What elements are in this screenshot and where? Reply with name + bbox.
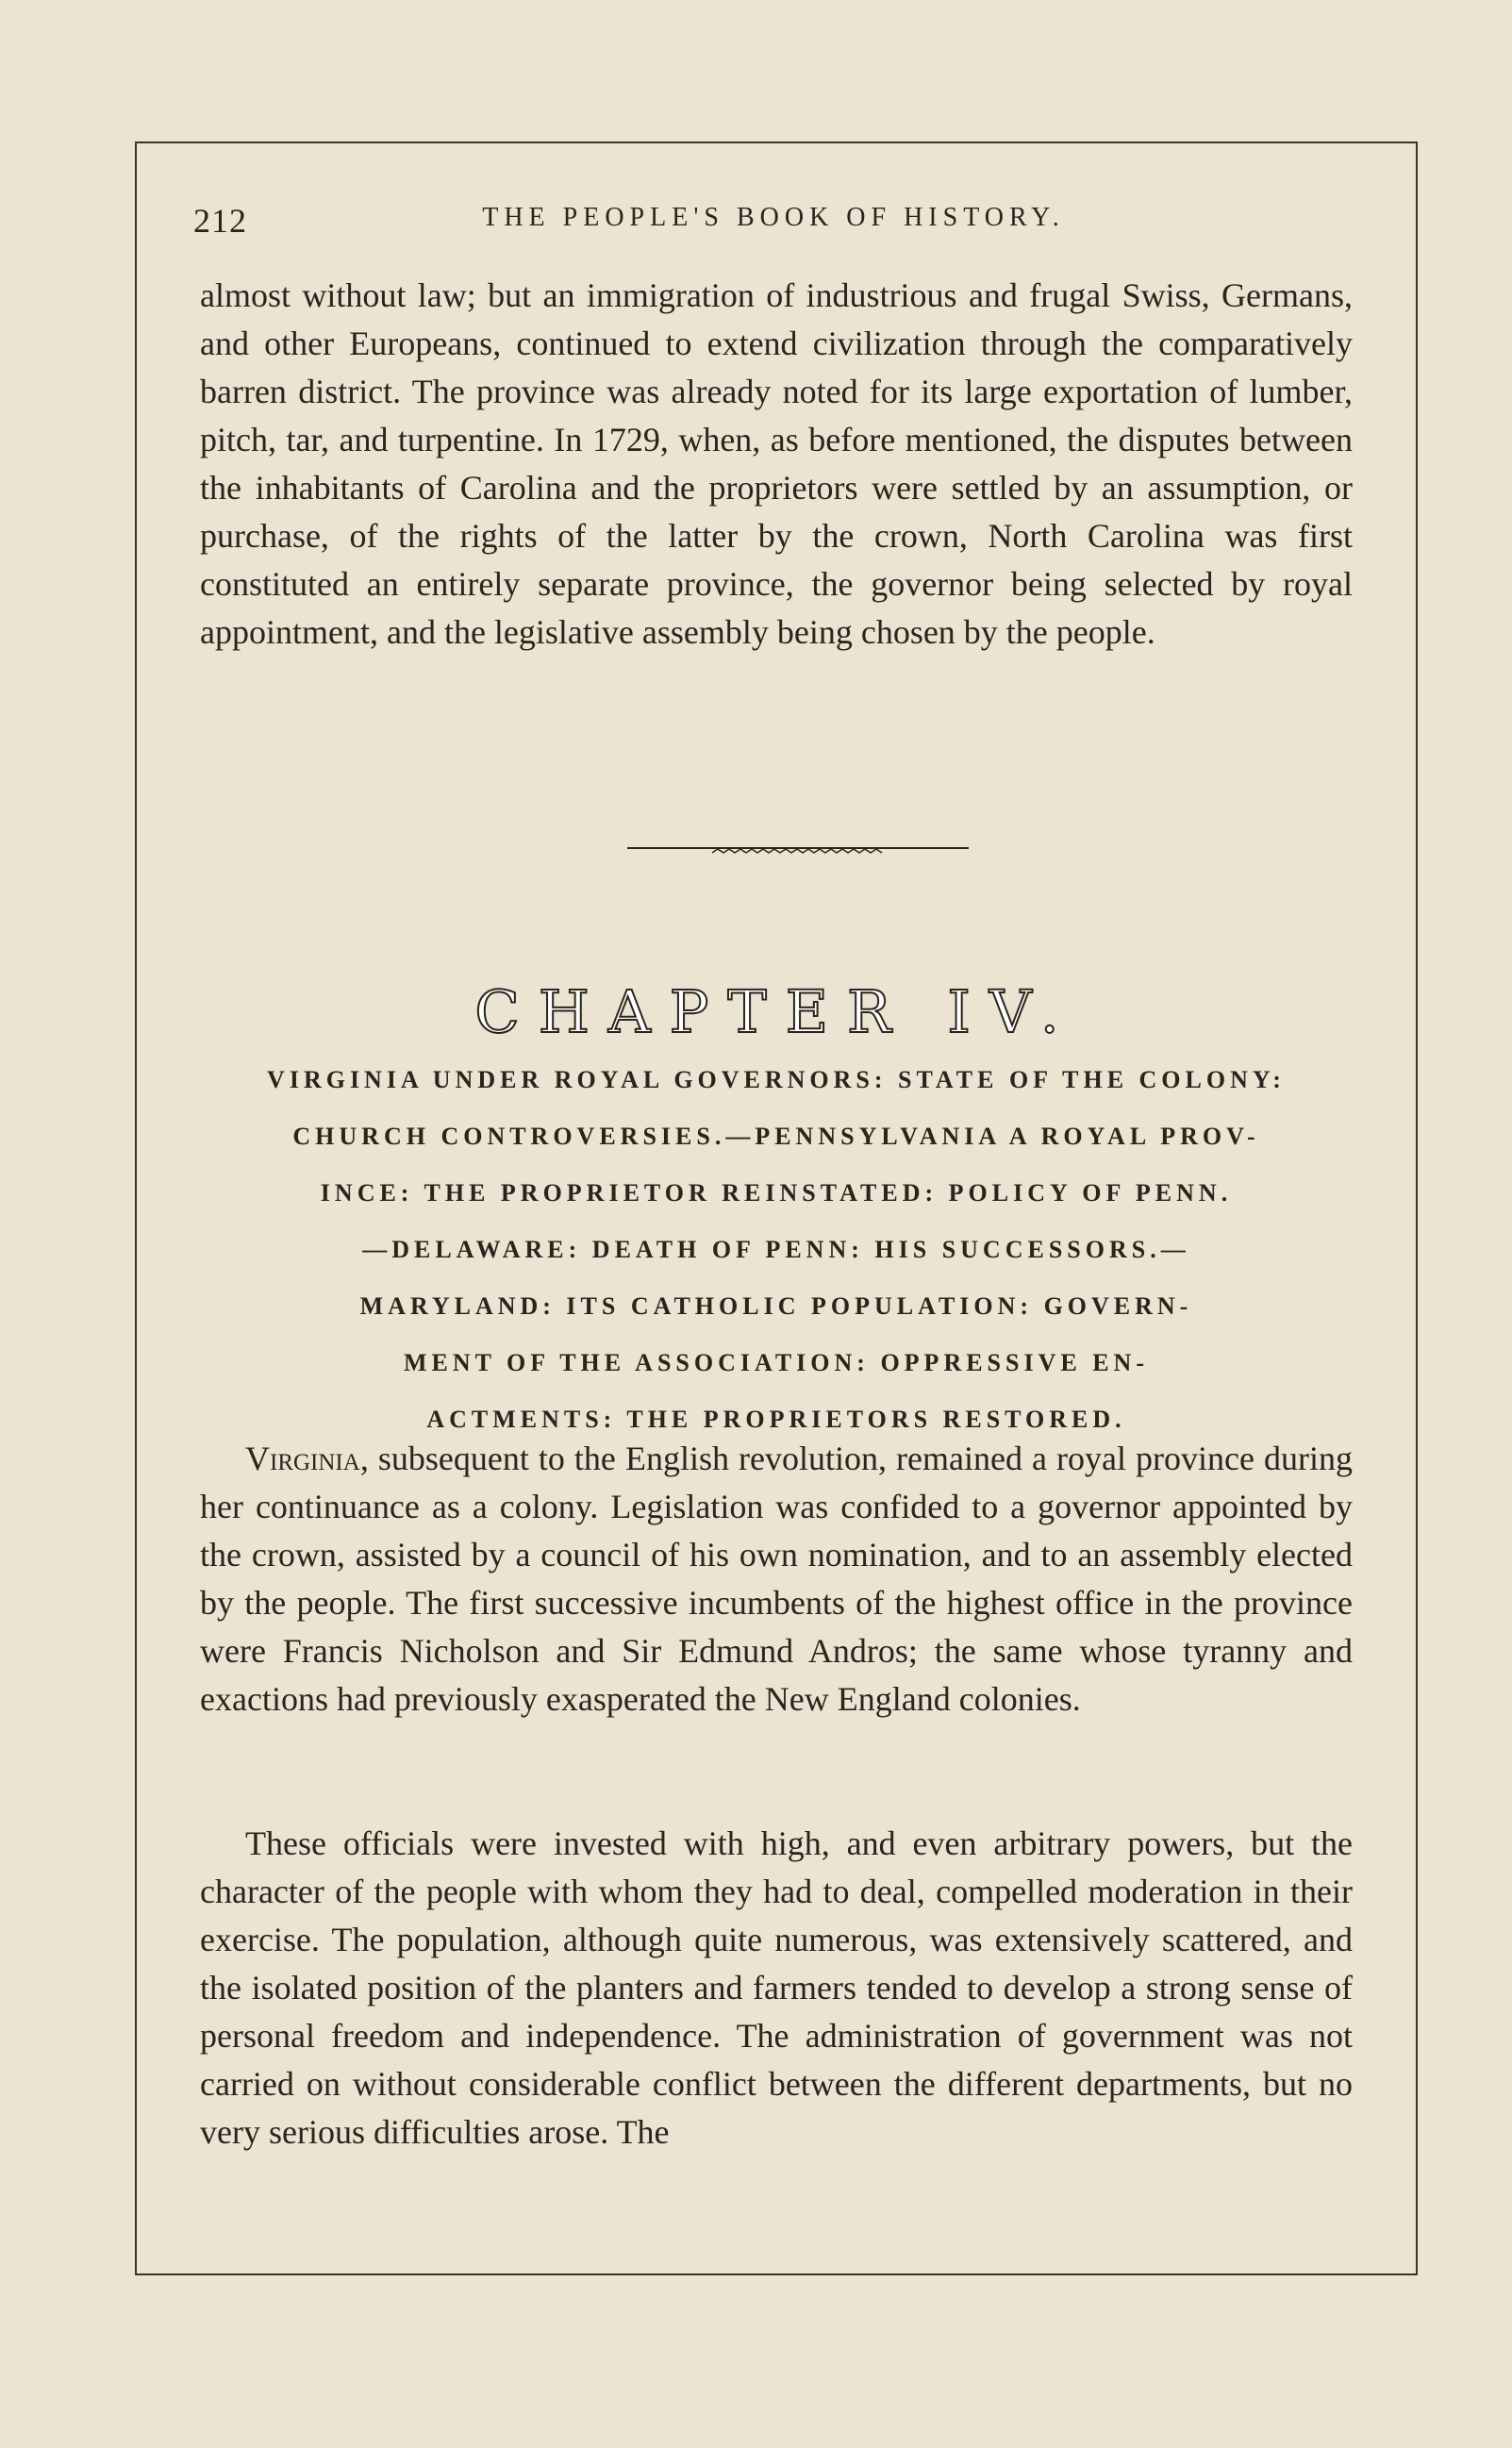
- chapter-summary: [200, 1052, 1353, 1448]
- summary-line: VIRGINIA UNDER ROYAL GOVERNORS: STATE OF THE COLONY:: [267, 1066, 1286, 1093]
- paragraph-carolina: almost without law; but an immigration of industrious and frugal Swiss, Germans, and other Europeans, continued to extend civilization through the comparatively barren district. The province was already noted for its large exportation of lumber, pitch, tar, and turpentine. In 1729, when, as before mentioned, the disputes between the inhabitants of Carolina and the proprietors were settled by an assumption, or purchase, of the rights of the latter by the crown, North Carolina was first constituted an entirely separate province, the governor being selected by royal appointment, and the legislative assembly being chosen by the people.: [200, 276, 1353, 651]
- running-head: THE PEOPLE'S BOOK OF HISTORY.: [482, 203, 1065, 232]
- summary-line: ACTMENTS: THE PROPRIETORS RESTORED.: [426, 1406, 1126, 1433]
- paragraph-lead-word: Virginia: [245, 1440, 360, 1477]
- page-number: 212: [193, 202, 247, 240]
- paragraph-virginia: [200, 1435, 1353, 1724]
- summary-line: INCE: THE PROPRIETOR REINSTATED: POLICY OF PENN.: [320, 1179, 1233, 1207]
- page-header: [193, 193, 1354, 250]
- summary-line: MENT OF THE ASSOCIATION: OPPRESSIVE EN-: [404, 1349, 1149, 1376]
- paragraph-virginia-body: , subsequent to the English revolution, remained a royal province during her continuance as a colony. Legislation was confided to a governor appointed by the crown, assisted by a council of his own nomination, and to an assembly elected by the people. The first successive incumbents of the highest office in the province were Francis Nicholson and Sir Edmund Andros; the same whose tyranny and exactions had previously exasperated the New England colonies.: [200, 1440, 1353, 1718]
- ornamental-rule: [627, 845, 969, 857]
- paragraph-officials: These officials were invested with high, and even arbitrary powers, but the character of the people with whom they had to deal, compelled moderation in their exercise. The population, although quite numerous, was extensively scattered, and the isolated position of the planters and farmers tended to develop a strong sense of personal freedom and independence. The administration of government was not carried on without considerable conflict between the different departments, but no very serious difficulties arose. The: [200, 1824, 1353, 2151]
- summary-line: MARYLAND: ITS CATHOLIC POPULATION: GOVERN-: [359, 1292, 1193, 1320]
- summary-line: CHURCH CONTROVERSIES.—PENNSYLVANIA A ROYAL PROV-: [292, 1123, 1260, 1150]
- summary-line: —DELAWARE: DEATH OF PENN: HIS SUCCESSORS.—: [362, 1236, 1190, 1263]
- chapter-title: CHAPTER IV.: [474, 977, 1078, 1047]
